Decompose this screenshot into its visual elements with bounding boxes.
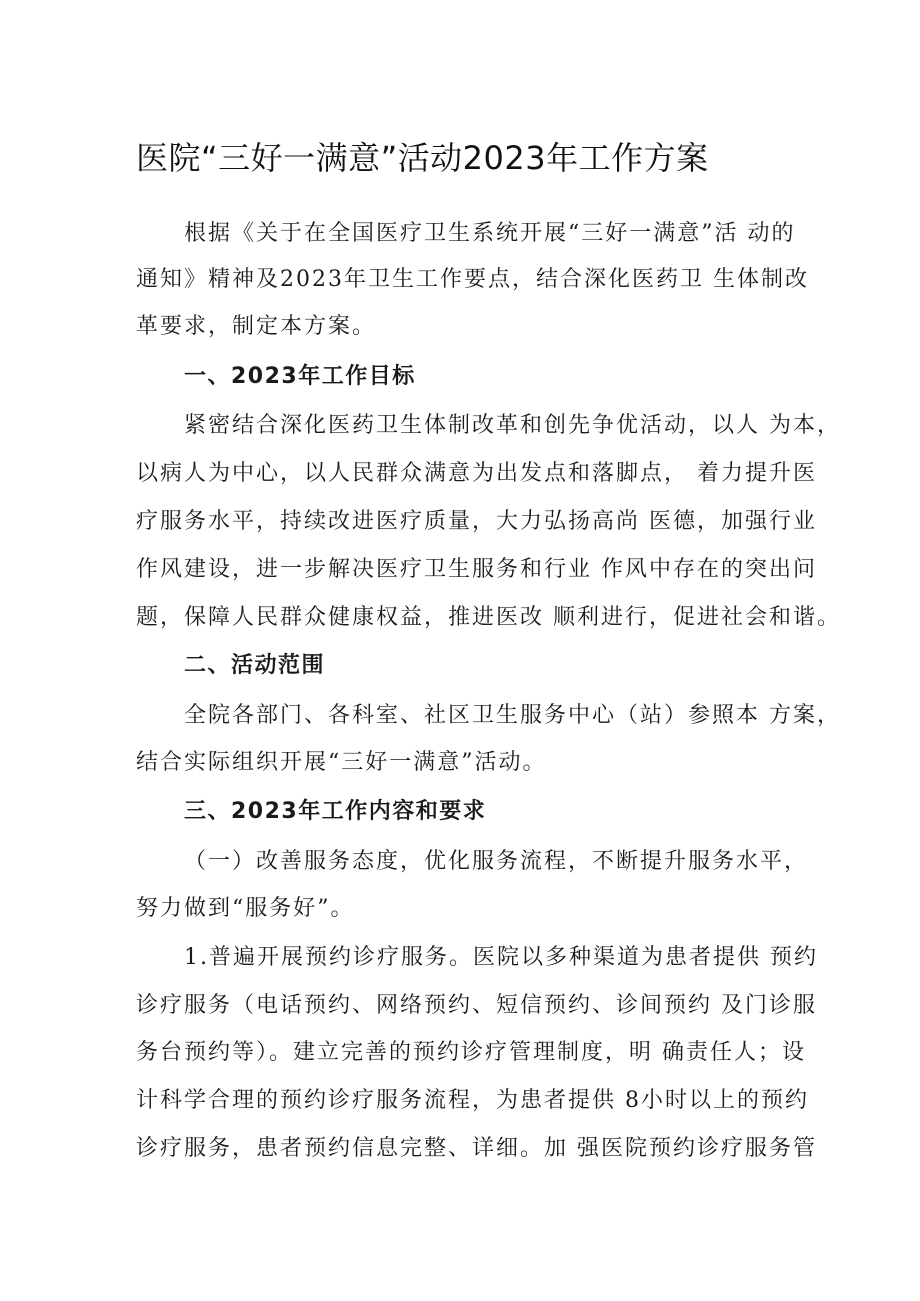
intro-line: 通知》精神及2023年卫生工作要点，结合深化医药卫 生体制改 bbox=[136, 267, 809, 292]
paragraph-line: 全院各部门、各科室、社区卫生服务中心（站）参照本 方案， bbox=[184, 703, 841, 728]
paragraph-line: 紧密结合深化医药卫生体制改革和创先争优活动，以人 为本， bbox=[184, 413, 841, 438]
section-heading: 三、2023年工作内容和要求 bbox=[184, 799, 487, 824]
document-title: 医院“三好一满意”活动2023年工作方案 bbox=[136, 139, 709, 177]
intro-line: 根据《关于在全国医疗卫生系统开展“三好一满意”活 动的 bbox=[184, 221, 796, 246]
intro-line: 革要求，制定本方案。 bbox=[136, 314, 377, 339]
paragraph-line: 以病人为中心，以人民群众满意为出发点和落脚点， 着力提升医 bbox=[136, 461, 817, 486]
paragraph-line: 计科学合理的预约诊疗服务流程，为患者提供 8小时以上的预约 bbox=[136, 1088, 809, 1113]
paragraph-line: 题，保障人民群众健康权益，推进医改 顺利进行，促进社会和谐。 bbox=[136, 605, 841, 630]
paragraph-line: 结合实际组织开展“三好一满意”活动。 bbox=[136, 750, 547, 775]
paragraph-line: 1.普遍开展预约诊疗服务。医院以多种渠道为患者提供 预约 bbox=[184, 945, 818, 970]
subsection-line: 努力做到“服务好”。 bbox=[136, 896, 355, 921]
paragraph-line: 疗服务水平，持续改进医疗质量，大力弘扬高尚 医德，加强行业 bbox=[136, 509, 817, 534]
section-heading: 二、活动范围 bbox=[184, 653, 326, 678]
paragraph-line: 作风建设，进一步解决医疗卫生服务和行业 作风中存在的突出问 bbox=[136, 557, 817, 582]
paragraph-line: 务台预约等）。建立完善的预约诊疗管理制度，明 确责任人；设 bbox=[136, 1040, 806, 1065]
paragraph-line: 诊疗服务，患者预约信息完整、详细。加 强医院预约诊疗服务管 bbox=[136, 1136, 817, 1161]
subsection-line: （一）改善服务态度，优化服务流程，不断提升服务水平， bbox=[184, 849, 809, 874]
paragraph-line: 诊疗服务（电话预约、网络预约、短信预约、诊间预约 及门诊服 bbox=[136, 993, 817, 1018]
section-heading: 一、2023年工作目标 bbox=[184, 364, 416, 389]
